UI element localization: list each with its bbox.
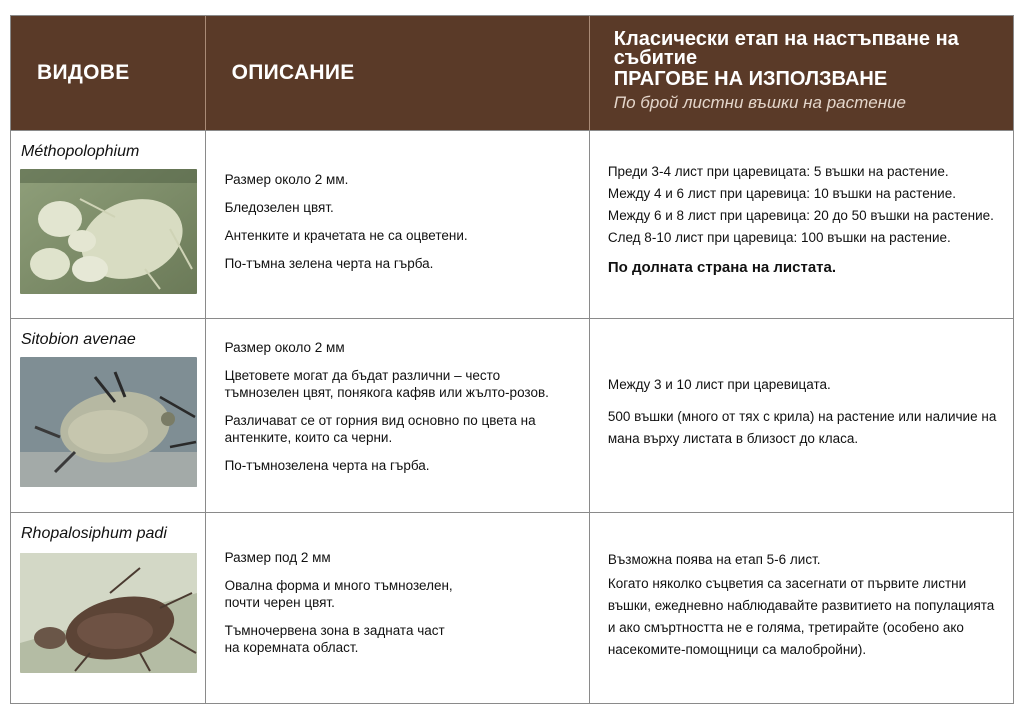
threshold-line: След 8-10 лист при царевица: 100 въшки на растение. (607, 230, 951, 245)
header-thresholds-label: ПРАГОВЕ НА ИЗПОЛЗВАНЕ (613, 68, 888, 90)
header-stage-label: Класически етап на настъпване на събитие (613, 28, 959, 69)
header-cell-thresholds (590, 16, 1013, 130)
species-cell (11, 131, 206, 318)
description-cell (206, 513, 590, 703)
description-line: Овална форма и много тъмнозелен, почти черен цвят. (224, 578, 453, 610)
species-name: Méthopolophium (21, 143, 140, 160)
table-header (11, 16, 1013, 131)
thresholds-cell (590, 319, 1013, 512)
thresholds-cell (590, 131, 1013, 318)
description-line: Тъмночервена зона в задната част на коремната област. (224, 623, 445, 655)
threshold-note: По долната страна на листата. (607, 259, 837, 276)
table-row (11, 131, 1013, 319)
threshold-line: Между 3 и 10 лист при царевицата. (607, 377, 831, 392)
description-line: Размер около 2 мм. (224, 172, 349, 187)
threshold-line: Възможна поява на етап 5-6 лист. (607, 552, 821, 567)
threshold-line: Между 4 и 6 лист при царевица: 10 въшки на растение. (607, 186, 956, 201)
description-line: Бледозелен цвят. (224, 200, 334, 215)
threshold-line: Между 6 и 8 лист при царевица: 20 до 50 въшки на растение. (607, 208, 994, 223)
header-cell-species (11, 16, 206, 130)
species-name: Sitobion avenae (21, 331, 136, 348)
threshold-line: 500 въшки (много от тях с крила) на растение или наличие на мана върху листата в близост до класа. (607, 409, 997, 446)
header-cell-description (206, 16, 590, 130)
header-description-label: ОПИСАНИЕ (231, 61, 355, 84)
thresholds-cell (590, 513, 1013, 703)
header-thresholds-subtitle: По брой листни въшки на растение (613, 93, 906, 112)
species-cell (11, 513, 206, 703)
description-line: Различават се от горния вид основно по цвета на антенките, които са черни. (224, 413, 536, 445)
description-line: Антенките и крачетата не са оцветени. (224, 228, 468, 243)
species-name: Rhopalosiphum padi (21, 525, 167, 542)
description-cell (206, 319, 590, 512)
description-cell (206, 131, 590, 318)
threshold-line: Преди 3-4 лист при царевицата: 5 въшки на растение. (607, 164, 949, 179)
species-cell (11, 319, 206, 512)
description-line: Размер под 2 мм (224, 550, 331, 565)
table-row (11, 319, 1013, 513)
threshold-line: Когато няколко съцветия са засегнати от първите листни въшки, ежедневно наблюдавайте развитието на популацията и ако смъртността не е голяма, третирайте (особено ако насекомите-помощници са малобройни). (607, 576, 995, 657)
description-line: Цветовете могат да бъдат различни – често тъмнозелен цвят, понякога кафяв или жълто-розов. (224, 368, 549, 400)
description-line: По-тъмна зелена черта на гърба. (224, 256, 434, 271)
aphid-photo-sitobion (20, 357, 197, 487)
description-line: По-тъмнозелена черта на гърба. (224, 458, 430, 473)
aphid-photo-rhopalosiphum (20, 553, 197, 673)
aphid-table (10, 15, 1014, 704)
description-line: Размер около 2 мм (224, 340, 345, 355)
aphid-photo-methopolophium (20, 169, 197, 294)
table-row (11, 513, 1013, 703)
header-species-label: ВИДОВЕ (37, 61, 130, 84)
